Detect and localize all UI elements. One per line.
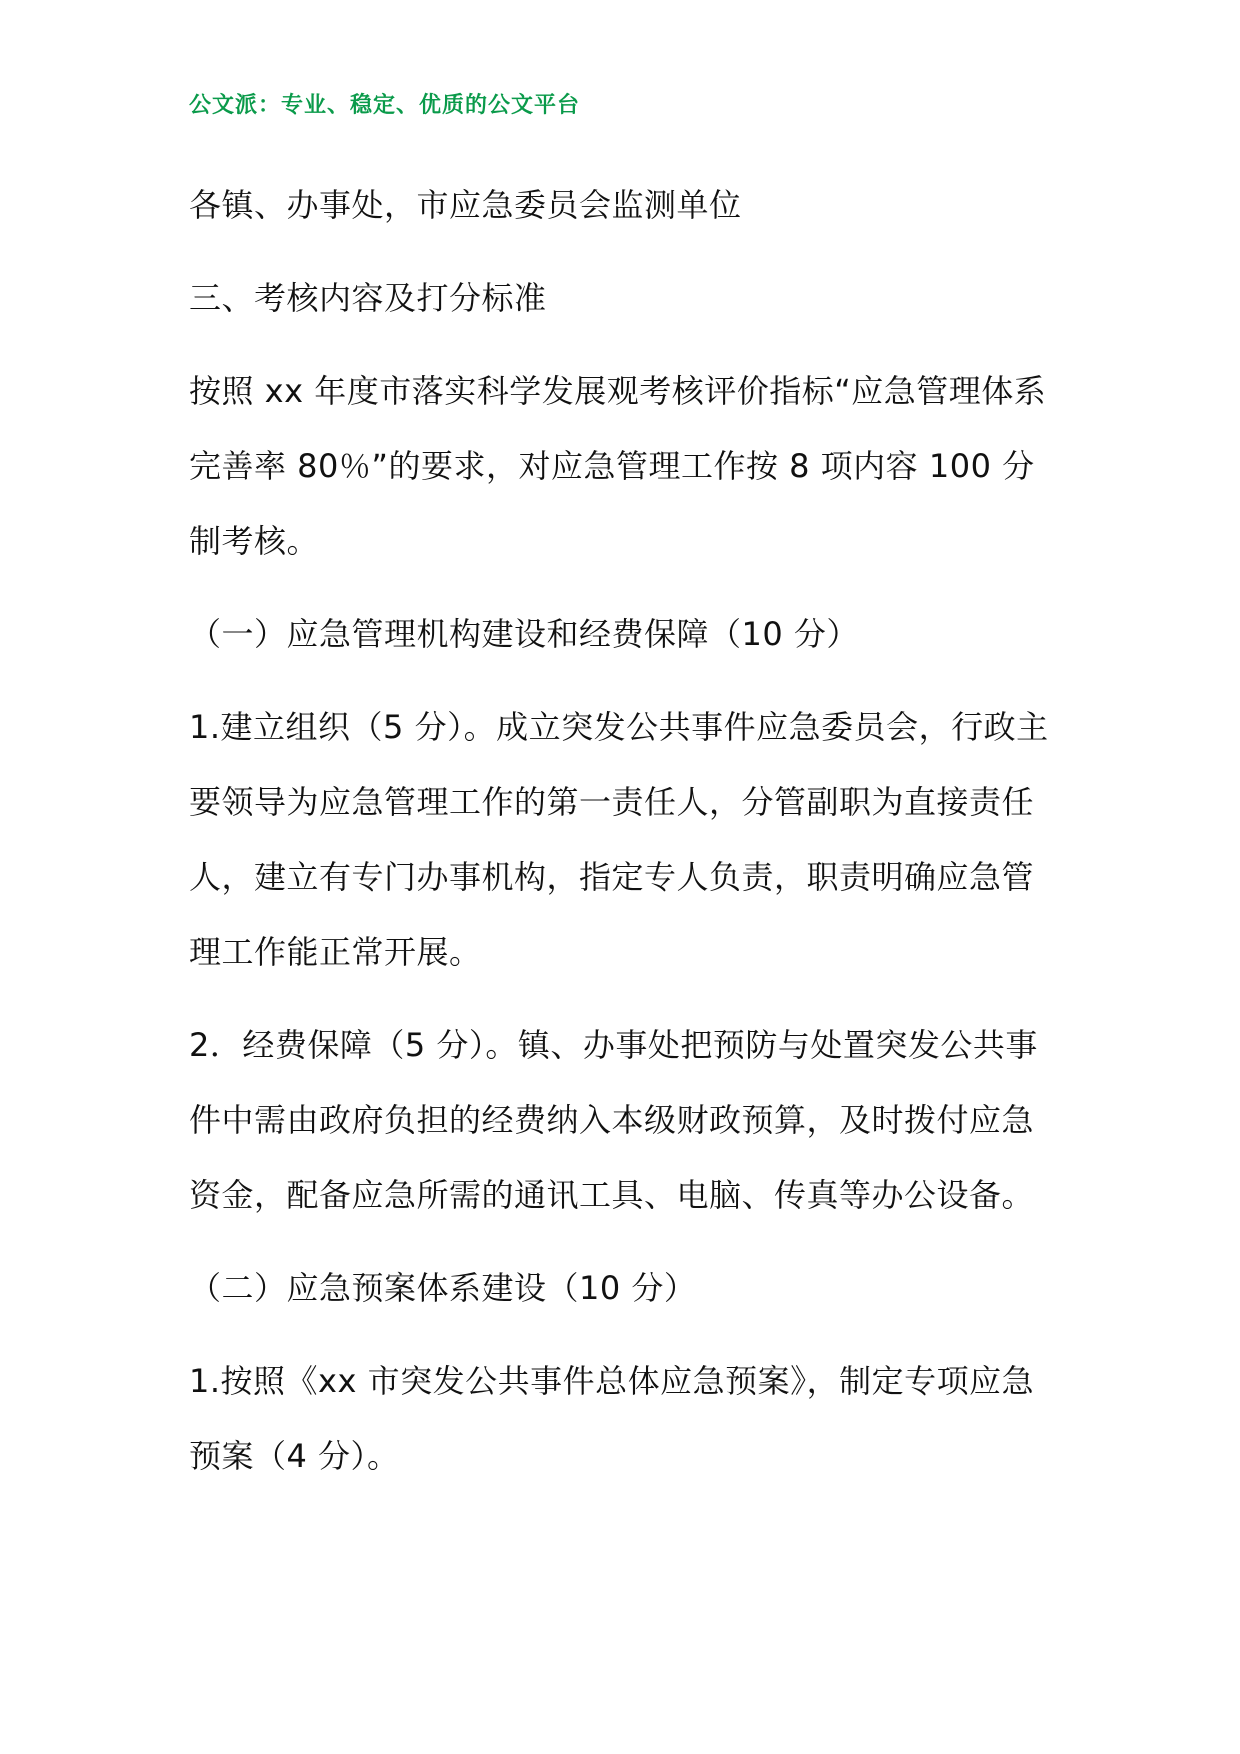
paragraph-item-1-organization: 1.建立组织（5 分）。成立突发公共事件应急委员会，行政主要领导为应急管理工作的第一责任人，分管副职为直接责任人，建立有专门办事机构，指定专人负责，职责明确应急管理工作能正常开展。 xyxy=(189,708,1049,971)
brand-header: 公文派：专业、稳定、优质的公文平台 xyxy=(189,93,581,118)
paragraph-item-1-plans: 1.按照《xx 市突发公共事件总体应急预案》，制定专项应急预案（4 分）。 xyxy=(189,1362,1035,1475)
subsection-heading-1: （一）应急管理机构建设和经费保障（10 分） xyxy=(189,615,859,653)
document-body xyxy=(189,168,1057,1512)
paragraph-recipients: 各镇、办事处，市应急委员会监测单位 xyxy=(189,186,742,224)
paragraph-assessment-basis: 按照 xx 年度市落实科学发展观考核评价指标“应急管理体系完善率 80％”的要求，对应急管理工作按 8 项内容 100 分制考核。 xyxy=(189,372,1047,560)
paragraph-item-2-funding: 2．经费保障（5 分）。镇、办事处把预防与处置突发公共事件中需由政府负担的经费纳入本级财政预算，及时拨付应急资金，配备应急所需的通讯工具、电脑、传真等办公设备。 xyxy=(189,1026,1038,1214)
section-heading-3: 三、考核内容及打分标准 xyxy=(189,279,547,317)
subsection-heading-2: （二）应急预案体系建设（10 分） xyxy=(189,1269,697,1307)
